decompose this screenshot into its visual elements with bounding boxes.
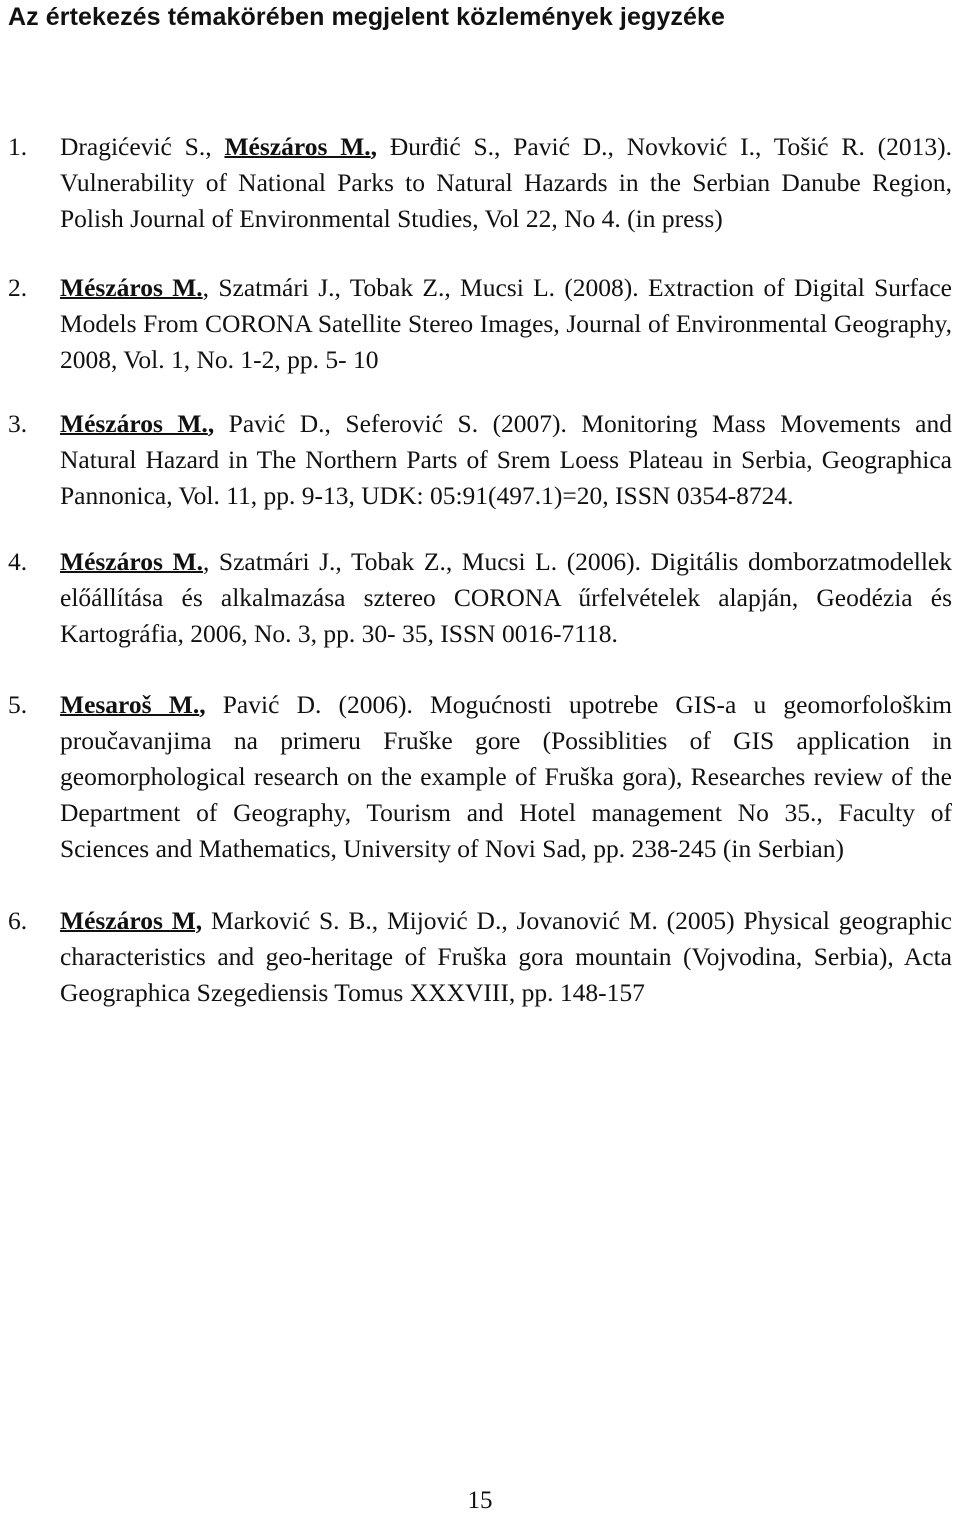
publication-highlighted-author: Mészáros M. bbox=[60, 273, 203, 302]
publication-item-2 bbox=[0, 270, 952, 378]
page-title: Az értekezés témakörében megjelent közlemények jegyzéke bbox=[8, 3, 725, 31]
publication-highlighted-author: Mészáros M. bbox=[224, 132, 371, 161]
publication-number: 2. bbox=[8, 273, 28, 302]
publication-number: 1. bbox=[8, 132, 28, 161]
publication-details: , Szatmári J., Tobak Z., Mucsi L. (2006). Digitális domborzatmodellek előállítása és alkalmazása sztereo CORONA űrfelvételek alapján, Geodézia és Kartográfia, 2006, No. 3, pp. 30- 35, ISSN 0016-7118. bbox=[60, 547, 952, 648]
publication-item-3 bbox=[0, 406, 952, 514]
publication-number: 5. bbox=[8, 690, 28, 719]
page-number: 15 bbox=[467, 1487, 493, 1514]
publication-details: Marković S. B., Mijović D., Jovanović M. (2005) Physical geographic characteristics and geo-heritage of Fruška gora mountain (Vojvodina, Serbia), Acta Geographica Szegediensis Tomus XXXVIII, pp. 148-157 bbox=[60, 906, 952, 1007]
publication-details: , Szatmári J., Tobak Z., Mucsi L. (2008). Extraction of Digital Surface Models From CORONA Satellite Stereo Images, Journal of Environmental Geography, 2008, Vol. 1, No. 1-2, pp. 5- 10 bbox=[60, 273, 952, 374]
publication-highlighted-author: Mészáros M. bbox=[60, 547, 203, 576]
publication-author-separator: , bbox=[199, 690, 206, 719]
publication-number: 6. bbox=[8, 906, 28, 935]
publication-details: Pavić D. (2006). Mogućnosti upotrebe GIS-a u geomorfološkim proučavanjima na primeru Fruške gore (Possiblities of GIS application in geomorphological research on the example of Fruška gora), Researches review of the Department of Geography, Tourism and Hotel management No 35., Faculty of Sciences and Mathematics, University of Novi Sad, pp. 238-245 (in Serbian) bbox=[60, 690, 952, 863]
publication-item-5 bbox=[0, 687, 952, 867]
publication-number: 3. bbox=[8, 409, 28, 438]
publication-author-separator: , bbox=[207, 409, 215, 438]
publication-item-6 bbox=[0, 903, 952, 1011]
publication-lead-authors: Dragićević S., bbox=[60, 132, 225, 161]
publication-number: 4. bbox=[8, 547, 28, 576]
publication-details: Pavić D., Seferović S. (2007). Monitoring Mass Movements and Natural Hazard in The Northern Parts of Srem Loess Plateau in Serbia, Geographica Pannonica, Vol. 11, pp. 9-13, UDK: 05:91(497.1)=20, ISSN 0354-8724. bbox=[60, 409, 952, 510]
publication-highlighted-author: Mészáros M. bbox=[60, 409, 208, 438]
publication-highlighted-author: Mészáros M, bbox=[60, 906, 203, 935]
publication-item-1 bbox=[0, 129, 952, 237]
publication-details: Đurđić S., Pavić D., Novković I., Tošić R. (2013). Vulnerability of National Parks to Natural Hazards in the Serbian Danube Region, Polish Journal of Environmental Studies, Vol 22, No 4. (in press) bbox=[60, 132, 953, 233]
publication-item-4 bbox=[0, 544, 952, 652]
publication-author-separator: , bbox=[370, 132, 378, 161]
publication-highlighted-author: Mesaroš M. bbox=[60, 690, 200, 719]
publication-list bbox=[0, 129, 960, 1011]
